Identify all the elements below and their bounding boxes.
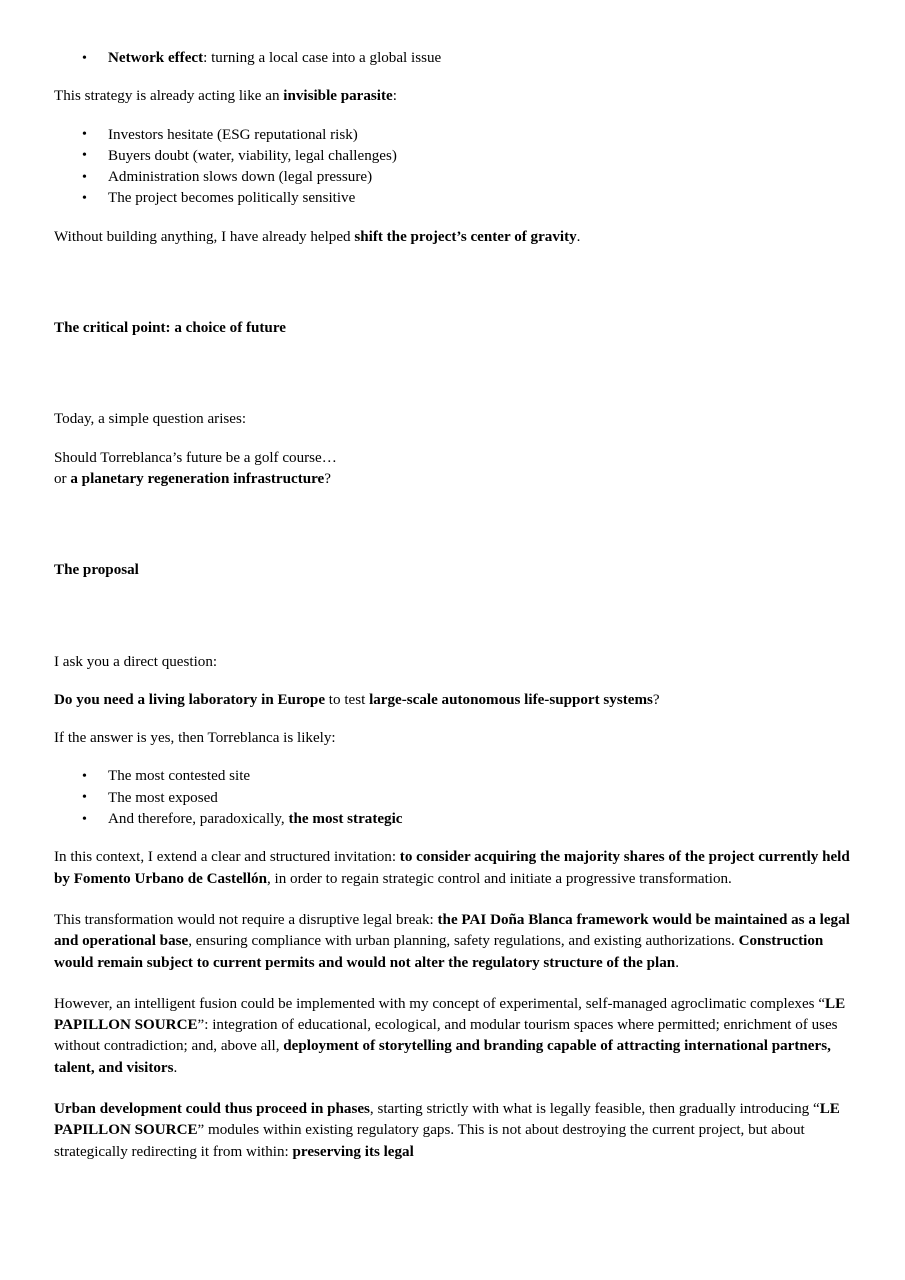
list-item [54,146,851,167]
if-answer-yes-paragraph: If the answer is yes, then Torreblanca is likely: [54,730,336,747]
transformation-text-2: , ensuring compliance with urban planning, safety regulations, and existing authorizations. [188,933,739,950]
fusion-paragraph [54,994,851,1079]
transformation-bold-1: the PAI Doña Blanca framework would be maintained as a legal and operational base [54,911,850,950]
bullet-text: The most contested site [108,768,251,785]
bullet-bold-lead: Network effect [108,50,204,66]
strategy-paragraph [54,86,851,107]
phases-text-1: , starting strictly with what is legally feasible, then gradually introducing “ [369,1101,820,1118]
strategy-bold: invisible parasite [283,88,393,105]
heading-proposal: The proposal [54,562,139,579]
transformation-bold-2: Construction would remain subject to current permits and would not alter the regulatory structure of the plan [54,933,824,971]
direct-question-paragraph [54,690,851,711]
spacer [54,108,851,125]
document-body [54,48,851,1163]
spacer [54,339,851,409]
spacer [54,830,851,847]
fusion-text-2: ”: integration of educational, ecological, and modular tourism spaces where permitted; enrichment of uses without contradiction; and, above all, [54,1017,838,1055]
without-building-bold: shift the project’s center of gravity [354,228,577,245]
direct-question-bold-1: Do you need a living laboratory in Europe [54,691,326,708]
without-building-before: Without building anything, I have already helped [54,228,355,245]
likely-bullet-list [54,766,851,830]
bullet-text: : turning a local case into a global issue [203,50,442,66]
bullet-text: Investors hesitate (ESG reputational risk) [108,126,358,143]
invitation-paragraph [54,847,851,890]
phases-bold-2: LE PAPILLON SOURCE [54,1101,840,1139]
bullet-text: Buyers doubt (water, viability, legal challenges) [108,147,397,164]
phases-text-2: ” modules within existing regulatory gaps. This is not about destroying the current project, but about strategically redirecting it from within: [54,1122,805,1160]
today-question-paragraph: Today, a simple question arises: [54,411,247,428]
list-item [54,125,851,146]
transformation-text-1: This transformation would not require a disruptive legal break: [54,911,438,928]
fusion-text-3: . [173,1059,178,1076]
phases-paragraph [54,1099,851,1163]
direct-question-mid: to test [325,691,370,708]
strategy-text-before: This strategy is already acting like an [54,88,284,105]
transformation-paragraph [54,910,851,974]
fusion-bold-2: deployment of storytelling and branding capable of attracting international partners, talent, and visitors [54,1038,831,1076]
spacer [54,749,851,766]
bullet-text: Administration slows down (legal pressure) [108,169,373,186]
invitation-bold-1: to consider acquiring the majority shares of the project currently held by Fomento Urbano de Castellón [54,849,850,887]
list-item [54,809,851,830]
list-item [54,167,851,188]
spacer [54,69,851,86]
fusion-bold-1: LE PAPILLON SOURCE [54,995,846,1034]
direct-question-after: ? [652,691,660,708]
spacer [54,582,851,652]
invitation-text-2: , in order to regain strategic control and initiate a progressive transformation. [267,870,732,887]
strategy-text-after: : [392,88,397,105]
spacer [54,711,851,728]
alternative-before: or [54,470,71,487]
without-building-after: . [576,228,581,245]
list-item [54,766,851,787]
heading-critical-point: The critical point: a choice of future [54,320,286,337]
fusion-text-1: However, an intelligent fusion could be implemented with my concept of experimental, self-managed agroclimatic complexes “ [54,995,826,1012]
bullet-bold-tail: the most strategic [288,811,403,828]
phases-bold-1: Urban development could thus proceed in phases [54,1101,370,1118]
transformation-text-3: . [675,954,679,971]
bullet-text: The most exposed [108,789,218,806]
intro-bullet-list [54,48,851,69]
invitation-text-1: In this context, I extend a clear and structured invitation: [54,849,400,866]
list-item [54,188,851,209]
alternative-line [54,469,851,490]
golf-course-line: Should Torreblanca’s future be a golf course… [54,449,337,466]
direct-question-bold-2: large-scale autonomous life-support systems [369,691,653,708]
spacer [54,248,851,318]
effect-bullet-list [54,125,851,210]
alternative-after: ? [324,470,331,487]
bullet-text: And therefore, paradoxically, [108,811,289,828]
list-item [54,48,851,69]
without-building-paragraph [54,227,851,248]
alternative-bold: a planetary regeneration infrastructure [70,470,325,487]
spacer [54,431,851,448]
spacer [54,210,851,227]
phases-bold-3: preserving its legal [292,1143,414,1160]
spacer [54,490,851,560]
list-item [54,788,851,809]
spacer [54,673,851,690]
bullet-text: The project becomes politically sensitive [108,190,356,207]
direct-question-intro: I ask you a direct question: [54,653,218,670]
